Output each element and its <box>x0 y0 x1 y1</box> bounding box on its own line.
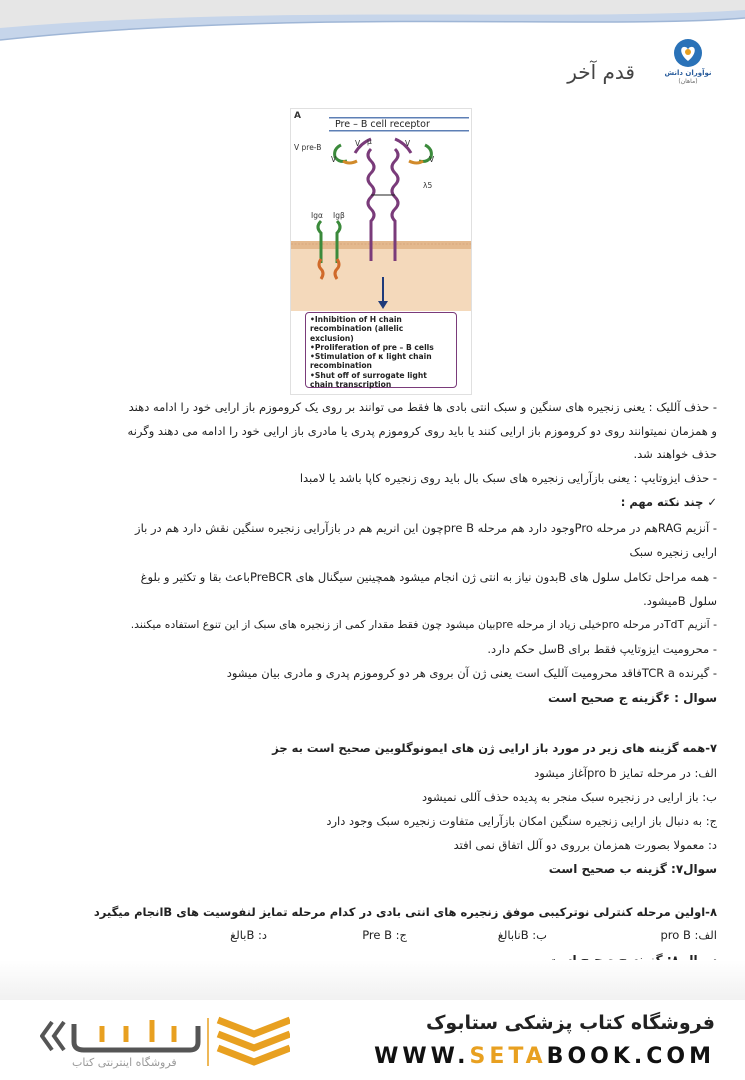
question-8-option-a: الف: pro B <box>660 928 717 942</box>
question-8-option-c: ج: Pre B <box>362 928 407 942</box>
figure-label-v: V <box>331 155 337 164</box>
shop-url-part: WWW. <box>374 1044 470 1069</box>
answer-6: سوال : ۶گزینه ج صحیح است <box>547 691 717 705</box>
figure-label-ig-alpha: Igα <box>311 211 323 220</box>
question-7-option-b: ب: باز ارایی در زنجیره سبک منجر به پدیده حذف آللی نمیشود <box>421 790 717 804</box>
brand-subtitle: فروشگاه اینترنتی کتاب <box>72 1056 177 1069</box>
question-7-option-d: د: معمولا بصورت همزمان برروی دو آلل اتفاق نمی افتد <box>453 838 717 852</box>
key-points-heading: ✓ چند نکته مهم : <box>620 495 717 509</box>
publisher-logo <box>653 38 723 86</box>
logo-text: نوآوران دانش <box>664 69 712 77</box>
question-7-option-c: ج: به دنبال باز ارایی زنجیره سنگین امکان بازآرایی متفاوت زنجیره سبک وجود دارد <box>326 814 717 828</box>
figure-box-line: •Proliferation of pre – B cells <box>310 342 434 352</box>
text-line: ارایی زنجیره سبک <box>629 545 717 559</box>
figure-label-v: V <box>355 139 361 148</box>
answer-7: سوال۷: گزینه ب صحیح است <box>548 862 717 876</box>
question-8-option-d: د: Bبالغ <box>230 928 267 942</box>
figure-box-line: •Stimulation of κ light chain <box>310 352 432 362</box>
figure-panel-letter: A <box>294 111 301 121</box>
text-line: و همزمان نمیتوانند روی دو کروموزم باز ارایی کنند یا باید روی کروموزم پدری یا مادری باز ارایی خود را ادامه می دهند وگرنه <box>127 424 717 438</box>
text-line: سلول Bمیشود. <box>643 594 717 608</box>
text-line: - گیرنده TCR aفاقد محرومیت آللیک است یعنی ژن آن بروی هر دو کروموزم پدری و مادری بیان میشود <box>226 666 717 680</box>
text-line: - حذف ایزوتایپ : یعنی بازآرایی زنجیره های سبک بال باید روی زنجیره کاپا باشد یا لامبدا <box>299 471 717 485</box>
text-line: - حذف آللیک : یعنی زنجیره های سنگین و سبک انتی بادی ها فقط می توانند بر روی یک کروموزم باز ارایی خود را ادامه دهند <box>128 400 717 414</box>
heart-logo-icon <box>671 38 705 68</box>
text-line: - همه مراحل تکامل سلول های Bبدون نیاز به انتی ژن انجام میشود همچینین سیگنال های PreBCRباعث بقا و تکثیر و بلوغ <box>140 570 717 584</box>
pre-b-receptor-figure <box>290 108 472 395</box>
text-line: - آنزیم RAGهم در مرحله Proوجود دارد هم مرحله pre Bچون این انریم هم در بازآرایی زنجیره سنگین نقش دارد هم در باز <box>135 521 717 535</box>
figure-outcome-box <box>305 312 457 388</box>
text-line: - آنزیم TdTدر مرحله proخیلی زیاد از مرحله preبیان میشود چون فقط مقدار کمی از زنجیره های سبک از این تنوع استفاده میکنند. <box>130 618 717 631</box>
text-line: حذف خواهند شد. <box>633 447 717 461</box>
header-wave-band <box>0 0 745 60</box>
figure-label-v: V <box>429 155 435 164</box>
figure-box-line: •Shut off of surrogate light <box>310 370 427 380</box>
question-7-option-a: الف: در مرحله تمایز pro bآغاز میشود <box>534 766 717 780</box>
footer <box>0 1000 745 1080</box>
figure-label-v-pre-b: V pre-B <box>294 143 322 152</box>
text-line: - محرومیت ایزوتایپ فقط برای Bسل حکم دارد. <box>487 642 717 656</box>
figure-label-ig-beta: Igβ <box>333 211 345 220</box>
figure-box-line: exclusion) <box>310 333 354 343</box>
shop-title: فروشگاه کتاب پزشکی ستابوک <box>425 1012 715 1034</box>
logo-subtext: (ماهان) <box>678 78 698 85</box>
question-8-option-b: ب: Bنابالغ <box>497 928 547 942</box>
figure-receptor-label: Pre – B cell receptor <box>335 119 430 130</box>
footer-fade <box>0 960 745 1000</box>
question-8: ۸-اولین مرحله کنترلی نوترکیبی موفق زنجیره های انتی بادی در کدام مرحله تمایز لنفوسیت های Bانجام میگیرد <box>93 905 717 919</box>
figure-label-lambda5: λ5 <box>423 181 433 190</box>
figure-box-line: chain transcription <box>310 380 392 390</box>
question-8-options <box>40 928 717 944</box>
shop-url-part: BOOK.COM <box>546 1044 715 1069</box>
figure-box-line: •Inhibition of H chain <box>310 315 402 324</box>
shop-url-highlight: SETA <box>469 1044 547 1069</box>
figure-box-line: recombination (allelic <box>310 324 404 334</box>
page-title: قدم آخر <box>567 60 635 84</box>
question-7: ۷-همه گزینه های زیر در مورد باز ارایی ژن های ایمونوگلوبین صحیح است به جز <box>272 741 717 755</box>
figure-box-line: recombination <box>310 361 372 371</box>
figure-label-v: V <box>405 139 411 148</box>
figure-label-mu: μ <box>367 137 372 146</box>
shop-url[interactable] <box>374 1044 715 1069</box>
